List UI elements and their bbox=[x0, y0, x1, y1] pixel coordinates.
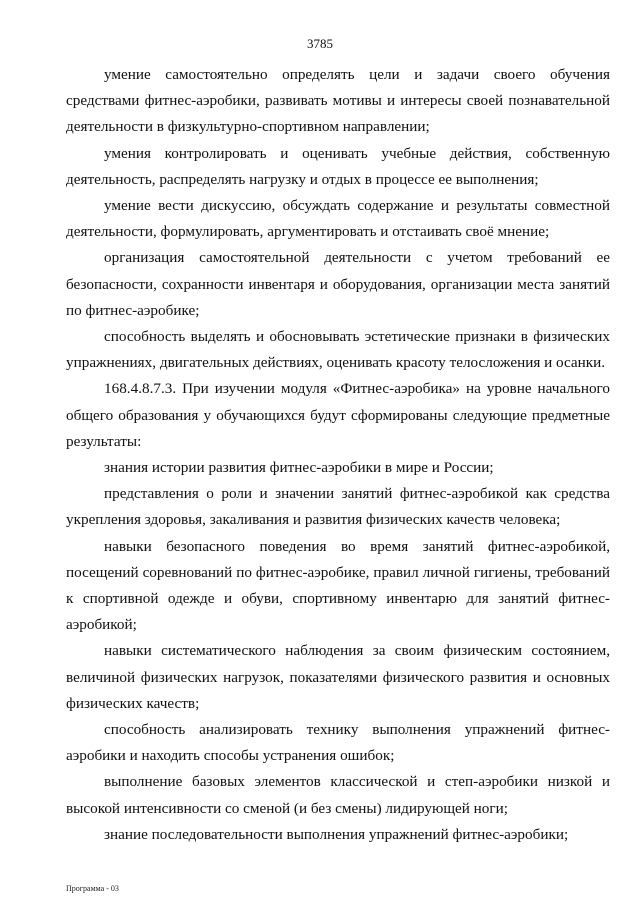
paragraph: знание последовательности выполнения упражнений фитнес-аэробики; bbox=[104, 825, 569, 843]
paragraph: умение вести дискуссию, обсуждать содержание и результаты совместной деятельности, формулировать, аргументировать и отстаивать своё мнение; bbox=[66, 197, 610, 241]
paragraph: выполнение базовых элементов классической и степ-аэробики низкой и высокой интенсивности со сменой (и без смены) лидирующей ноги; bbox=[66, 773, 610, 817]
paragraph: 168.4.8.7.3. При изучении модуля «Фитнес-аэробика» на уровне начального общего образования у обучающихся будут сформированы следующие предметные результаты: bbox=[66, 380, 610, 450]
document-body bbox=[66, 62, 610, 848]
paragraph: способность анализировать технику выполнения упражнений фитнес-аэробики и находить способы устранения ошибок; bbox=[66, 721, 610, 765]
paragraph: способность выделять и обосновывать эстетические признаки в физических упражнениях, двигательных действиях, оценивать красоту телосложения и осанки. bbox=[66, 328, 610, 372]
paragraph: знания истории развития фитнес-аэробики в мире и России; bbox=[104, 459, 494, 477]
footer-label: Программа - 03 bbox=[66, 884, 119, 893]
paragraph: умения контролировать и оценивать учебные действия, собственную деятельность, распределять нагрузку и отдых в процессе ее выполнения; bbox=[66, 144, 610, 188]
paragraph: умение самостоятельно определять цели и задачи своего обучения средствами фитнес-аэробики, развивать мотивы и интересы своей познавательной деятельности в физкультурно-спортивном направлении; bbox=[66, 66, 610, 136]
paragraph: представления о роли и значении занятий фитнес-аэробикой как средства укрепления здоровья, закаливания и развития физических качеств человека; bbox=[66, 485, 610, 529]
page-number: 3785 bbox=[307, 36, 333, 51]
paragraph: навыки безопасного поведения во время занятий фитнес-аэробикой, посещений соревнований по фитнес-аэробике, правил личной гигиены, требований к спортивной одежде и обуви, спортивному инвентарю для занятий фитнес-аэробикой; bbox=[66, 537, 610, 634]
paragraph: навыки систематического наблюдения за своим физическим состоянием, величиной физических нагрузок, показателями физического развития и основных физических качеств; bbox=[66, 642, 610, 712]
paragraph: организация самостоятельной деятельности с учетом требований ее безопасности, сохранности инвентаря и оборудования, организации места занятий по фитнес-аэробике; bbox=[66, 249, 610, 319]
